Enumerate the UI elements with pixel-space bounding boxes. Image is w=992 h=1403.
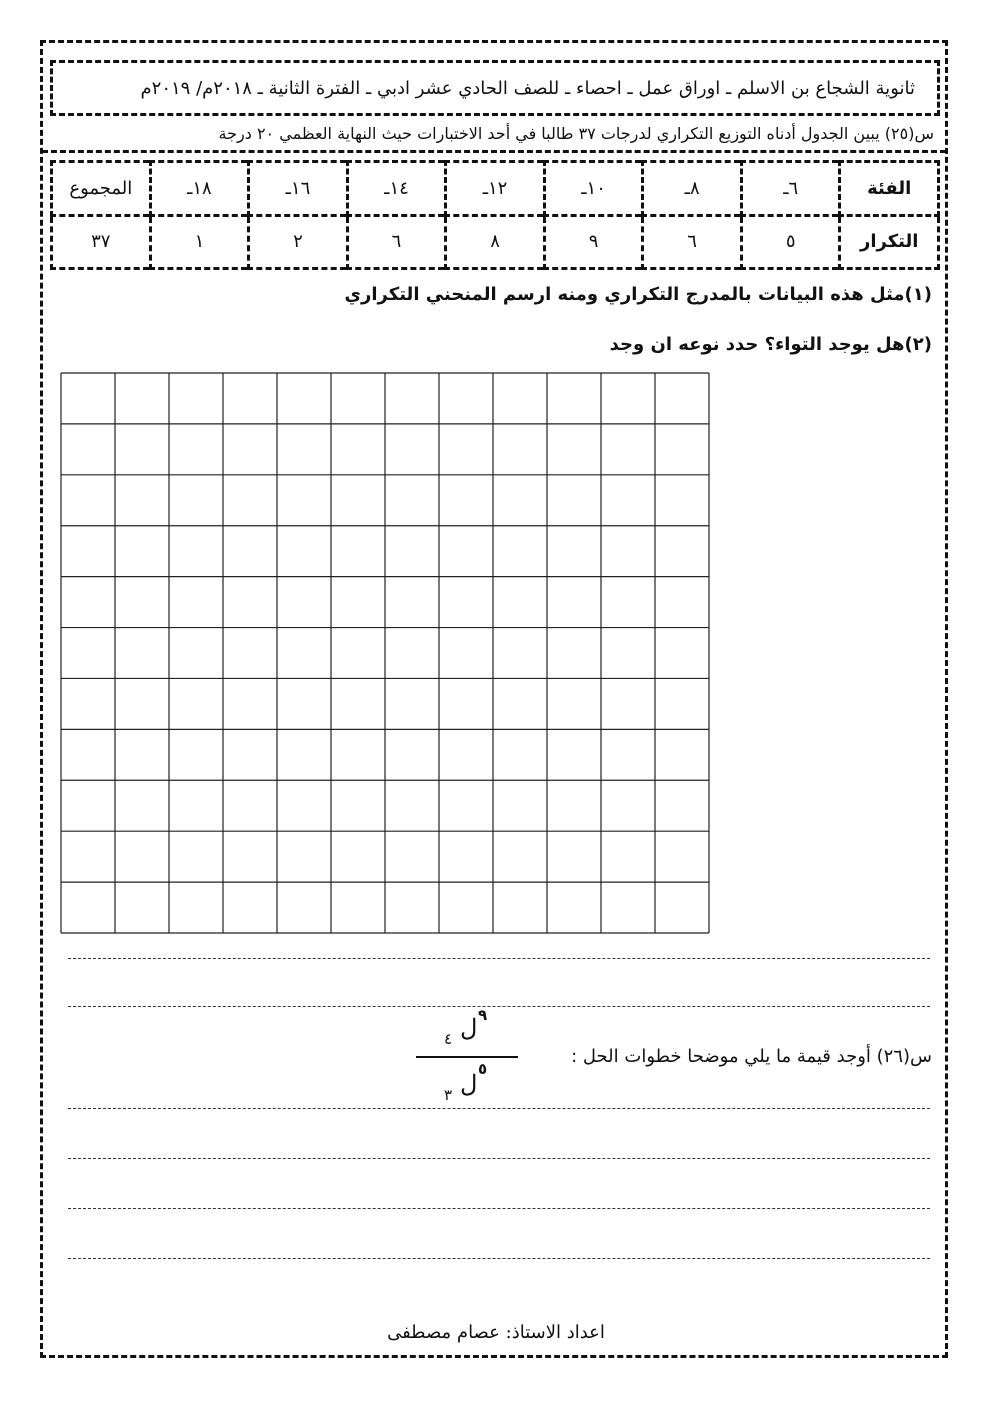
task-1-text: (١)مثل هذه البيانات بالمدرج التكراري ومنه ارسم المنحني التكراري (344, 284, 932, 305)
frequency-cell: ٦ (643, 215, 742, 269)
graph-paper-grid (60, 372, 710, 934)
category-cell: ١٦ـ (249, 162, 348, 216)
worksheet-header (50, 60, 940, 116)
category-cell: ٨ـ (643, 162, 742, 216)
frequency-cell: ٥ (741, 215, 840, 269)
category-cell: ٦ـ (741, 162, 840, 216)
worksheet-title: ثانوية الشجاع بن الاسلم ـ اوراق عمل ـ احصاء ـ للصف الحادي عشر ادبي ـ الفترة الثانية ـ ٢٠١٨م/ ٢٠١٩م (140, 77, 915, 99)
numerator-subscript: ٤ (444, 1030, 453, 1048)
question-26-text: س(٢٦) أوجد قيمة ما يلي موضحا خطوات الحل : (571, 1046, 932, 1067)
permutation-fraction (416, 1000, 520, 1112)
frequency-cell: ٩ (544, 215, 643, 269)
category-cell: ١٨ـ (150, 162, 249, 216)
category-cell: ١٢ـ (446, 162, 545, 216)
category-row-header: الفئة (840, 162, 939, 216)
frequency-row (52, 215, 939, 269)
frequency-cell: ٦ (347, 215, 446, 269)
author-credit: اعداد الاستاذ: عصام مصطفى (387, 1322, 605, 1343)
frequency-cell: ١ (150, 215, 249, 269)
frequency-row-header: التكرار (840, 215, 939, 269)
frequency-cell: ٢ (249, 215, 348, 269)
question-25-text: س(٢٥) يبين الجدول أدناه التوزيع التكراري لدرجات ٣٧ طالبا في أحد الاختبارات حيث النهاية العظمي ٢٠ درجة (218, 124, 934, 143)
total-value-cell: ٣٧ (52, 215, 151, 269)
answer-line (68, 1208, 930, 1209)
denominator-symbol: ل (460, 1070, 478, 1098)
answer-line (68, 1108, 930, 1109)
denominator-subscript: ٣ (444, 1086, 453, 1104)
numerator-superscript: ٩ (478, 1006, 488, 1024)
answer-line (68, 958, 930, 959)
total-label-cell: المجموع (52, 162, 151, 216)
denominator-superscript: ٥ (478, 1060, 488, 1078)
fraction-bar (416, 1056, 518, 1058)
category-cell: ١٠ـ (544, 162, 643, 216)
category-row (52, 162, 939, 216)
task-2-text: (٢)هل يوجد التواء؟ حدد نوعه ان وجد (609, 334, 932, 355)
numerator-symbol: ل (460, 1014, 478, 1042)
answer-line (68, 1158, 930, 1159)
answer-line (68, 1258, 930, 1259)
section-divider (42, 150, 946, 153)
category-cell: ١٤ـ (347, 162, 446, 216)
frequency-table (50, 160, 940, 270)
frequency-cell: ٨ (446, 215, 545, 269)
